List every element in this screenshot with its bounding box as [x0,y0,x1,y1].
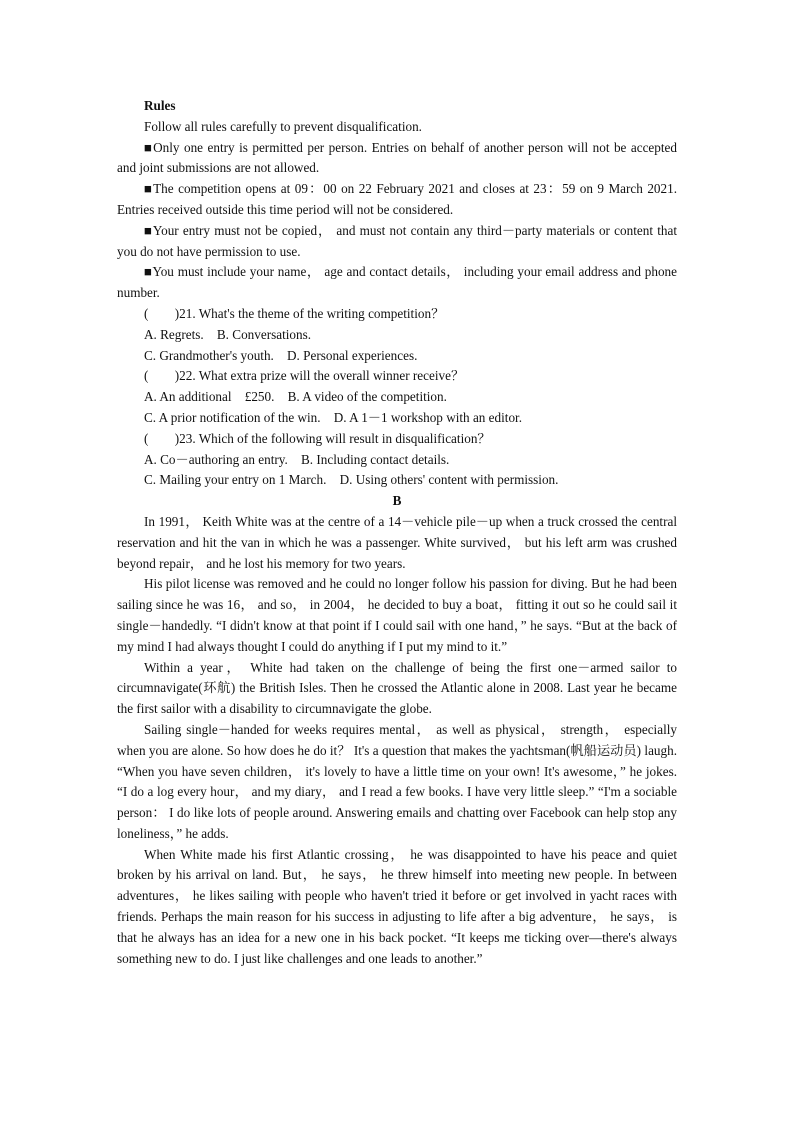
rule-item: ■You must include your name， age and contact details， including your email address and phone number. [117,264,677,301]
question-option: C. Grandmother's youth. D. Personal experiences. [144,347,418,363]
rule-item: ■Your entry must not be copied， and must not contain any third－party materials or content that you do not have permission to use. [117,222,677,259]
question-option: C. A prior notification of the win. D. A 1－1 workshop with an editor. [144,409,523,425]
rule-item: ■Only one entry is permitted per person. Entries on behalf of another person will not be accepted and joint submissions are not allowed. [117,139,677,176]
question-option: A. Co－authoring an entry. B. Including contact details. [144,451,450,467]
question-stem: ( )21. What's the theme of the writing competition？ [144,305,445,321]
document-page [117,96,677,969]
question-stem: ( )22. What extra prize will the overall winner receive？ [144,368,465,384]
passage-paragraph: His pilot license was removed and he could no longer follow his passion for diving. But he had been sailing since he was 16， and so， in 2004， he decided to buy a boat， fitting it out so he could sail it single－handedly. “I didn't know at that point if I could sail with one hand，” he says. “But at the back of my mind I had always thought I could do anything if I put my mind to it.” [117,576,677,654]
section-label: B [392,493,402,509]
question-option: C. Mailing your entry on 1 March. D. Using others' content with permission. [144,472,559,488]
rules-intro: Follow all rules carefully to prevent disqualification. [144,118,422,134]
passage-paragraph: Sailing single－handed for weeks requires mental， as well as physical， strength， especially when you are alone. So how does he do it？ It's a question that makes the yachtsman(帆船运动员) laugh. “When you have seven children， it's lovely to have a little time on your own! It's awesome，” he jokes. “I do a log every hour， and my diary， and I read a few books. I have very little sleep.” “I'm a sociable person： I do like lots of people around. Answering emails and chatting over Facebook can help stop any loneliness，” he adds. [117,721,677,841]
question-option: A. An additional £250. B. A video of the competition. [144,389,447,405]
passage-paragraph: In 1991， Keith White was at the centre of a 14－vehicle pile－up when a truck crossed the central reservation and hit the van in which he was a passenger. White survived， but his left arm was crushed beyond repair， and he lost his memory for two years. [117,513,677,571]
passage-paragraph: When White made his first Atlantic crossing， he was disappointed to have his peace and quiet broken by his arrival on land. But， he says， he threw himself into meeting new people. In between adventures， he likes sailing with people who haven't tried it before or get involved in yacht races with friends. Perhaps the main reason for his success in adjusting to life after a big adventure， he says， is that he always has an idea for a new one in his back pocket. “It keeps me ticking over—there's always something new to do. I just like challenges and one leads to another.” [117,846,677,966]
question-stem: ( )23. Which of the following will result in disqualification？ [144,430,491,446]
rule-item: ■The competition opens at 09：00 on 22 February 2021 and closes at 23：59 on 9 March 2021. Entries received outside this time period will not be considered. [117,181,677,217]
rules-heading: Rules [144,98,176,113]
question-option: A. Regrets. B. Conversations. [144,326,312,342]
passage-paragraph: Within a year， White had taken on the challenge of being the first one－armed sailor to circumnavigate(环航) the British Isles. Then he crossed the Atlantic alone in 2008. Last year he became the first sailor with a disability to circumnavigate the globe. [117,659,677,717]
